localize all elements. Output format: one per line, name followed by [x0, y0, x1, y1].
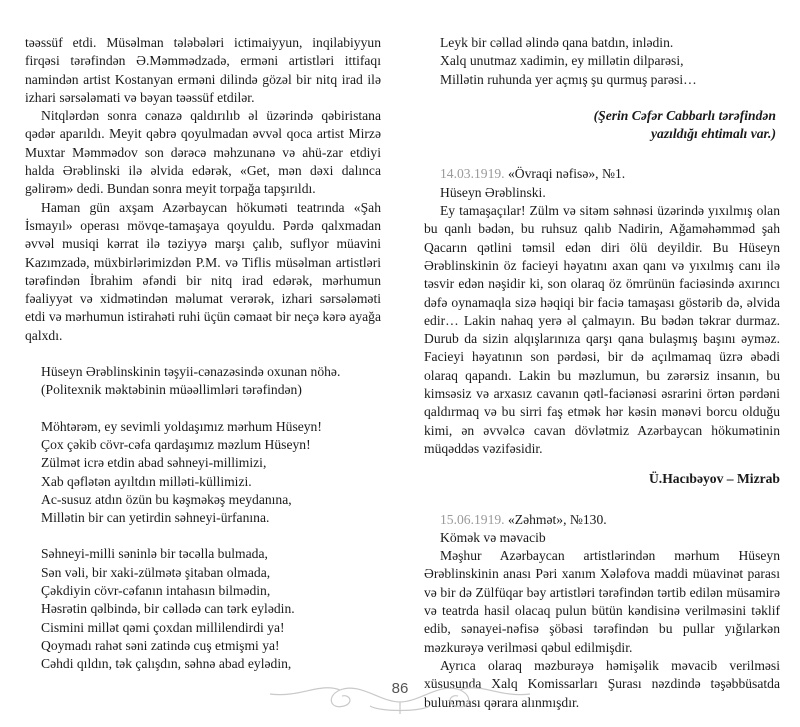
spacer	[25, 400, 381, 418]
entry-heading: Kömək və məvacib	[440, 529, 546, 545]
verse-line: Səhneyi-milli səninlə bir təcəlla bulmada,	[41, 546, 268, 562]
paragraph: Ey tamaşaçılar! Zülm və sitəm səhnəsi üzərində yıxılmış olan bu qanlı bədən, bu ruhsuz qalıb Nadirin, Ağaməhəmməd şah Qacarın qətlini təmsil edən diri ölü deyildir. Bu Hüseyn Ərəblinskinin öz facieyi həyatını axan qanı və yıxılmış canı ilə təsvir edən nəşidir ki, son olaraq öz ömrünün faciəsində axırıncı dəfə oynamaqla sizə həqiqi bir faciə tamaşası göstərib də, əlvida edir… Lakin nahaq yerə əl çalmayın. Bu bədən təkrar durmaz. Durub da sizin alqışlarınıza qarşı qana bulaşmış başını əyməz. Facieyi həyatının son pərdəsi, bir də açılmamaq üzrə əbədi olaraq qapandı. Lakin bu məzlumun, bu zərərsiz insanın, bu kimsəsiz və arxasız cavanın qətl-faciənəsi əsrarini örtən pərdəni qaldırmaq və bu sirri faş etmək hər kəsin mənəvi borcu olduğu kimi, ən əvvəlcə cavan dövlətmiz Azərbaycan hökumətinin müqəddəs vəzifəsidir.	[424, 203, 780, 456]
entry-header	[424, 511, 780, 529]
verse-line: Həsrətin qəlbində, bir cəllədə can tərk eylədin.	[41, 601, 295, 617]
nohe-subtitle: (Politexnik məktəbinin müəəllimləri tərəfindən)	[41, 382, 302, 398]
page-footer	[0, 676, 800, 716]
caption-line: (Şerin Cəfər Cabbarlı tərəfindən	[593, 107, 776, 123]
page-number: 86	[391, 680, 409, 697]
paragraph: təəssüf etdi. Müsəlman tələbələri ictimaiyyun, inqilabiyyun firqəsi tərəfindən Ə.Məmmədzadə, erməni artistləri ittifaqı namindən artist Kostanyan erməni dilində gözəl bir nitq irad ilə izhari sərsələmati və bəyan təəssüf etdilər.	[25, 35, 381, 105]
left-column	[25, 34, 381, 674]
right-column	[424, 34, 780, 712]
entry-header	[424, 165, 780, 183]
poem-stanza-3	[424, 34, 780, 89]
verse-line: Qoymadı rahət səni zatində cuş etmişmi ya!	[41, 637, 280, 653]
paragraph: Ayrıca olaraq məzburəyə həmişəlik məvacib verilməsi xüsusunda Xalq Komissarları Şurası nəzdində təşəbbüsatda bulunması qərara alınmışdır.	[424, 657, 780, 710]
nohe-title: Hüseyn Ərəblinskinin təşyii-cənazəsində oxunan nöhə.	[41, 364, 341, 380]
caption-line: yazıldığı ehtimalı var.)	[651, 126, 776, 142]
poem-stanza-1	[25, 418, 381, 528]
signature: Ü.Hacıbəyov – Mizrab	[648, 471, 780, 487]
spacer	[424, 89, 780, 107]
verse-line: Ac-susuz atdın özün bu kəşməkəş meydanına,	[41, 491, 292, 507]
paragraph: Məşhur Azərbaycan artistlərindən mərhum Hüseyn Ərəblinskinin anası Pəri xanım Xələfova maddi müavinət parası və bir də Zülfüqar bəy artistləri tərəfindən tərtib edilən müsamirə və teatrda hasil olacaq pulun bütün kəndisinə verilməsini təklif edib, sənayei-nəfisə şöbəsi tərəfindən bu pullar yığılarkən məzkurəyə verilməsi qəbul edilmişdir.	[424, 548, 780, 655]
verse-line: Sən vəli, bir xaki-zülmətə şitaban olmada,	[41, 564, 271, 580]
verse-line: Zülmət icrə etdin abad səhneyi-millimizi,	[41, 455, 267, 471]
spacer	[424, 143, 780, 165]
verse-line: Möhtərəm, ey sevimli yoldaşımız mərhum Hüseyn!	[41, 418, 322, 434]
verse-line: Millətin ruhunda yer açmış şu qurmuş parəsi…	[440, 71, 697, 87]
entry-author: Hüseyn Ərəblinski.	[440, 184, 546, 200]
poem-stanza-2	[25, 545, 381, 673]
paragraph: Haman gün axşam Azərbaycan hökuməti teatrında «Şah İsmayıl» operası mövqe-tamaşaya qoyuldu. Pərdə qalxmadan əvvəl musiqi kərrat ilə təziyyə marşı çalıb, suflyor müavini Kazımzadə, müxbirlərimizdən P.M. və Tiflis müsəlman artistləri tərəfindən İbrahim əfəndi bir nitq irad edərək, mərhumun fəaliyyət və xidmətindən məlumat verərək, izhari sərsələməti etdi və mərhumun istirahəti ruhi üçün cəmaət bir neçə kərə ayağa qalxdı.	[25, 199, 381, 343]
spacer	[424, 489, 780, 511]
verse-line: Xalq unutmaz xadimin, ey millətin dilparəsi,	[440, 53, 684, 69]
paragraph: Nitqlərdən sonra cənazə qaldırılıb əl üzərində qəbiristana qədər aparıldı. Meyit qəbrə qoyulmadan əvvəl qoca artist Mirzə Muxtar Məmmədov son dərəcə məhzunanə və ahü-zar etdiyi halda Ərəblinski ilə əlvida edərək, «Get, mən dəxi dalınca gəlirəm» dedi. Bundan sonra meyit torpağa tapşırıldı.	[25, 108, 381, 197]
verse-line: Cismini millət qəmi çoxdan millilendirdi ya!	[41, 619, 285, 635]
attribution-caption	[424, 107, 780, 144]
verse-line: Çəkdiyin cövr-cəfanın intahasın bilmədin,	[41, 583, 271, 599]
verse-line: Çox çəkib cövr-cəfa qardaşımız məzlum Hüseyn!	[41, 436, 311, 452]
entry-source: «Zəhmət», №130.	[507, 511, 607, 527]
verse-line: Millətin bir can yetirdin səhneyi-ürfanına.	[41, 510, 270, 526]
entry-date: 14.03.1919.	[440, 166, 505, 182]
verse-line: Cəhdi qıldın, tək çalışdın, səhnə abad eylədin,	[41, 656, 292, 672]
entry-date: 15.06.1919.	[440, 511, 505, 527]
verse-line: Xab qəflətən ayıltdın milləti-küllimizi.	[41, 473, 252, 489]
spacer	[25, 345, 381, 363]
spacer	[25, 527, 381, 545]
entry-source: «Övraqi nəfisə», №1.	[507, 166, 626, 182]
verse-line: Leyk bir cəllad əlində qana batdın, inlədin.	[440, 35, 674, 50]
spacer	[424, 458, 780, 470]
